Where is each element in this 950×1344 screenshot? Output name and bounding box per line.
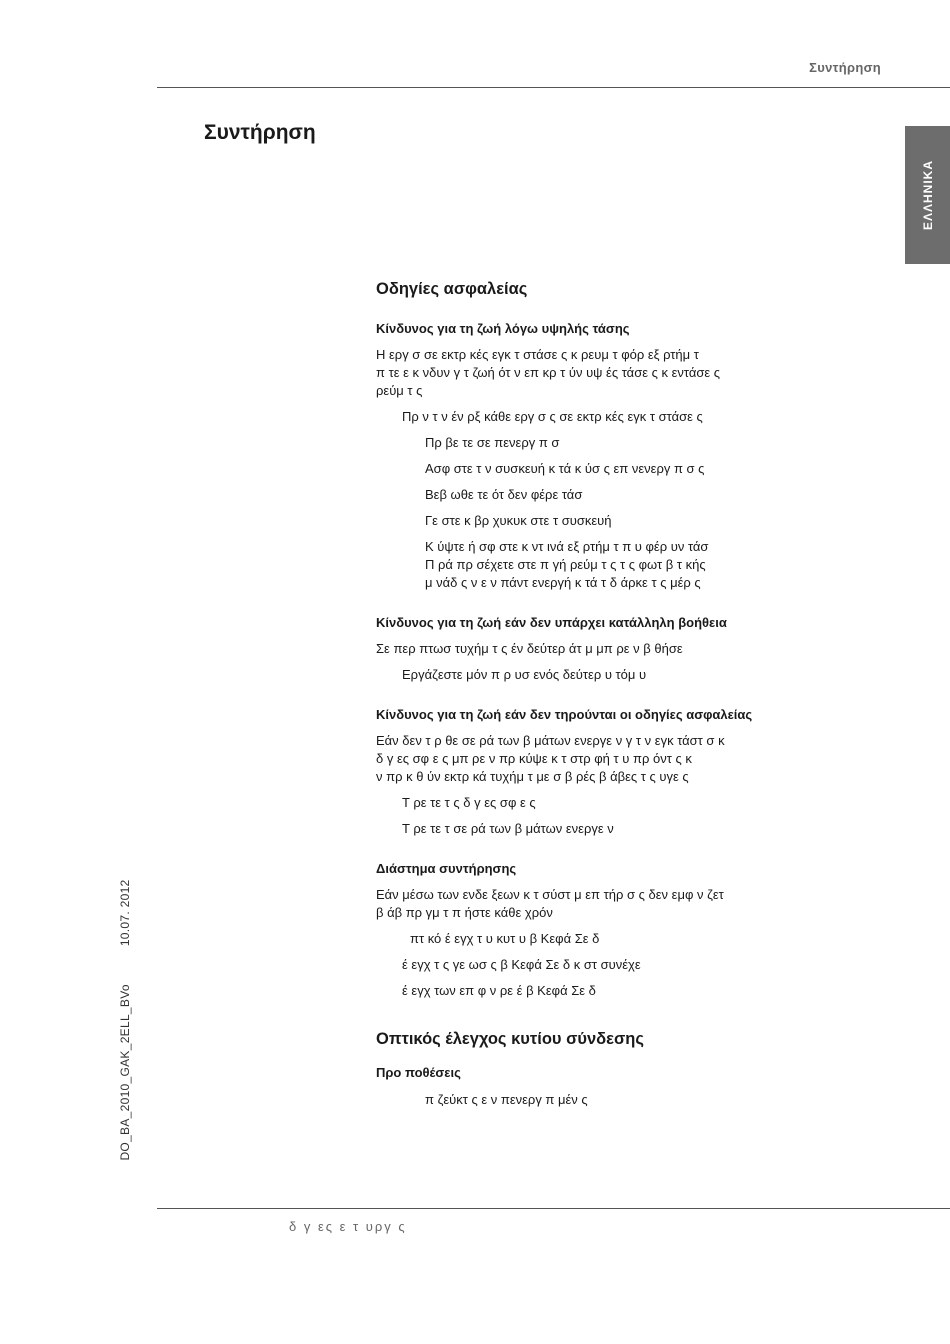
language-tab [905, 126, 950, 264]
hv-step: Κ ύψτε ή σφ στε κ ντ ινά εξ ρτήμ τ π υ φέρ υν τάσ [425, 539, 709, 554]
help-item: Εργάζεστε μόν π ρ υσ ενός δεύτερ υ τόμ υ [402, 667, 647, 682]
running-header-section: Συντήρηση [809, 60, 881, 75]
subheading-high-voltage: Κίνδυνος για τη ζωή λόγω υψηλής τάσης [376, 321, 630, 336]
interval-item: πτ κό έ εγχ τ υ κυτ υ β Κεφά Σε δ [410, 931, 600, 946]
subheading-assistance: Κίνδυνος για τη ζωή εάν δεν υπάρχει κατάλληλη βοήθεια [376, 615, 727, 630]
interval-item: έ εγχ τ ς γε ωσ ς β Κεφά Σε δ κ στ συνέχε [402, 957, 641, 972]
rules-text-line: Εάν δεν τ ρ θε σε ρά των β μάτων ενεργε ν γ τ ν εγκ τάστ σ κ [376, 733, 725, 748]
language-tab-label: ΕΛΛΗΝΙΚΑ [920, 159, 935, 231]
prereq-item: π ζεύκτ ς ε ν πενεργ π μέν ς [425, 1092, 588, 1107]
help-text: Σε περ πτωσ τυχήμ τ ς έν δεύτερ άτ μ μπ ρε ν β θήσε [376, 641, 683, 656]
hv-note-line: Π ρά πρ σέχετε στε π γή ρεύμ τ ς τ ς φωτ β τ κής [425, 557, 706, 572]
hv-intro-line: π τε ε κ νδυν γ τ ζωή ότ ν επ κρ τ ύν υψ ές τάσε ς κ εντάσε ς [376, 365, 721, 380]
subheading-prerequisites: Προ ποθέσεις [376, 1065, 461, 1080]
document-code [118, 879, 132, 1160]
interval-text [376, 886, 886, 922]
subheading-maintenance-interval: Διάστημα συντήρησης [376, 861, 517, 876]
footer-rule [157, 1208, 950, 1209]
document-code-date: 10.07. 2012 [118, 879, 132, 947]
subheading-safety-rules: Κίνδυνος για τη ζωή εάν δεν τηρούνται οι οδηγίες ασφαλείας [376, 707, 753, 722]
hv-intro [376, 346, 886, 400]
main-content [376, 278, 886, 1117]
section-heading-safety: Οδηγίες ασφαλείας [376, 280, 528, 298]
hv-note-line: μ νάδ ς ν ε ν πάντ ενεργή κ τά τ δ άρκε τ ς μέρ ς [425, 575, 701, 590]
interval-text-line: Εάν μέσω των ενδε ξεων κ τ σύστ μ επ τήρ σ ς δεν εμφ ν ζετ [376, 887, 724, 902]
hv-step: Ασφ στε τ ν συσκευή κ τά κ ύσ ς επ νενεργ π σ ς [425, 461, 705, 476]
hv-step: Πρ βε τε σε πενεργ π σ [425, 435, 560, 450]
interval-text-line: β άβ πρ γμ τ π ήστε κάθε χρόν [376, 905, 553, 920]
header-rule [157, 87, 950, 88]
hv-intro-line: Η εργ σ σε εκτρ κές εγκ τ στάσε ς κ ρευμ τ φόρ εξ ρτήμ τ [376, 347, 699, 362]
interval-item: έ εγχ των επ φ ν ρε έ β Κεφά Σε δ [402, 983, 596, 998]
rules-text-line: δ γ ες σφ ε ς μπ ρε ν πρ κύψε κ τ στρ φή τ υ πρ όντ ς κ [376, 751, 692, 766]
hv-before-text: Πρ ν τ ν έν ρξ κάθε εργ σ ς σε εκτρ κές εγκ τ στάσε ς [402, 409, 703, 424]
rules-text [376, 732, 886, 786]
hv-intro-line: ρεύμ τ ς [376, 383, 423, 398]
rules-text-line: ν πρ κ θ ύν εκτρ κά τυχήμ τ με σ β ρές β άβες τ ς υγε ς [376, 769, 689, 784]
footer-text: δ γ ες ε τ υργ ς [289, 1219, 407, 1234]
page-title: Συντήρηση [204, 121, 316, 144]
rules-item: Τ ρε τε τ σε ρά των β μάτων ενεργε ν [402, 821, 614, 836]
section-heading-visual-check: Οπτικός έλεγχος κυτίου σύνδεσης [376, 1030, 644, 1048]
hv-note [425, 556, 886, 592]
hv-step: Γε στε κ βρ χυκυκ στε τ συσκευή [425, 513, 612, 528]
document-code-id: DO_BA_2010_GAK_2ELL_BVo [118, 984, 132, 1161]
rules-item: Τ ρε τε τ ς δ γ ες σφ ε ς [402, 795, 536, 810]
hv-step: Βεβ ωθε τε ότ δεν φέρε τάσ [425, 487, 583, 502]
